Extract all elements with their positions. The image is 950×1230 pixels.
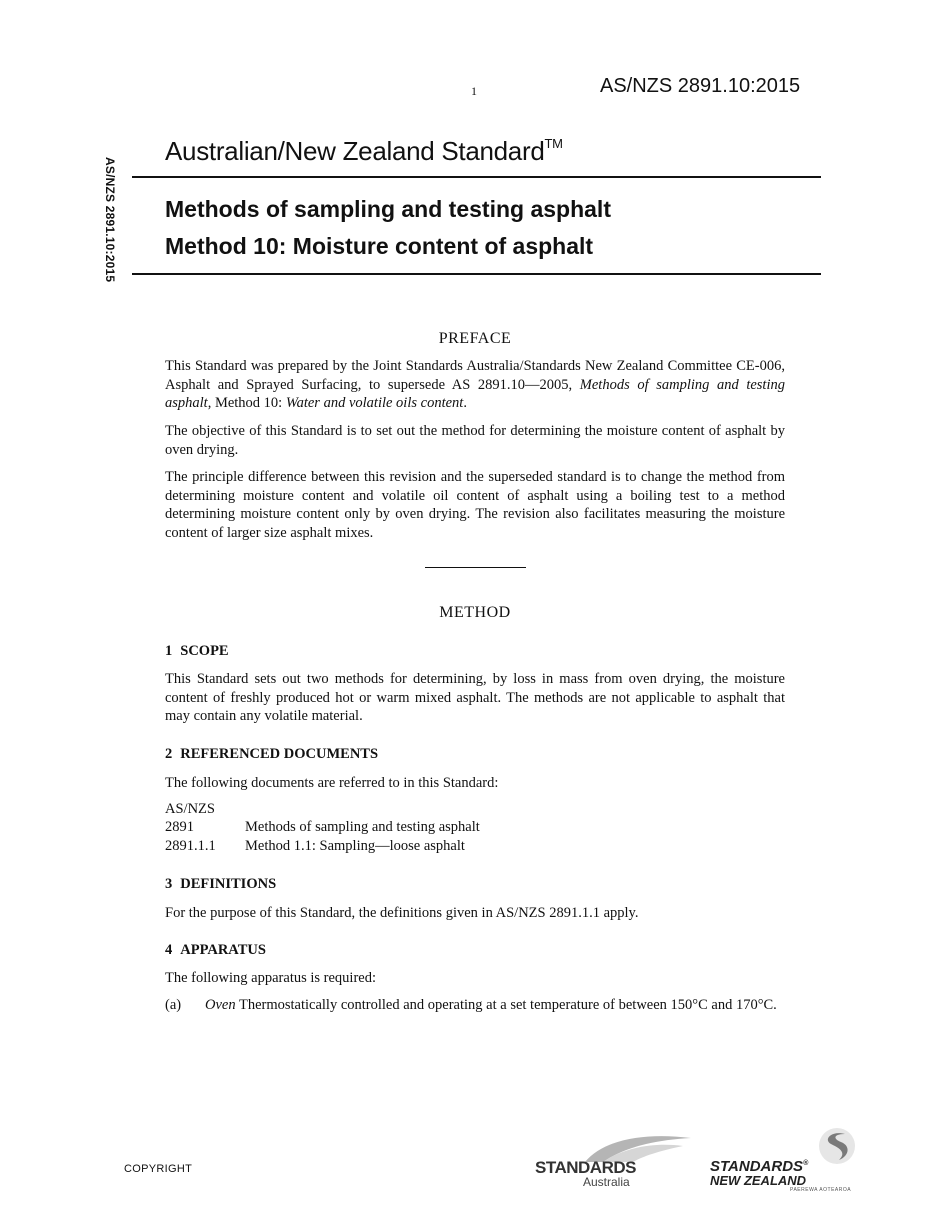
- logo-nz-main-text: STANDARDS: [710, 1158, 804, 1175]
- standards-nz-logo: [710, 1126, 870, 1196]
- item-label: (a): [165, 997, 182, 1013]
- standards-australia-logo: [533, 1130, 693, 1190]
- side-document-code: AS/NZS 2891.10:2015: [103, 157, 117, 283]
- registered-mark: ®: [803, 1160, 809, 1167]
- reference-number: 2891.1.1: [165, 838, 216, 854]
- section-divider: [425, 567, 526, 568]
- section-3-heading: [165, 876, 276, 893]
- method-title: Method 10: Moisture content of asphalt: [165, 233, 594, 259]
- section-3-number: 3: [165, 876, 173, 892]
- preface-p1-italic-title: Methods of sampling and testing asphalt: [165, 376, 785, 411]
- reference-number: 2891: [165, 819, 194, 835]
- references-group-label: AS/NZS: [165, 801, 215, 817]
- apparatus-intro: The following apparatus is required:: [165, 970, 376, 986]
- section-2-heading: [165, 746, 378, 763]
- section-4-number: 4: [165, 942, 173, 958]
- preface-p1-italic-subtitle: Water and volatile oils content: [285, 395, 464, 411]
- title-rule-bottom: [132, 273, 821, 275]
- preface-heading: PREFACE: [438, 330, 512, 347]
- logo-au-subtitle: Australia: [583, 1175, 630, 1189]
- title-rule-top: [132, 176, 821, 178]
- item-description: Thermostatically controlled and operating at a set temperature of between 150°C and 170°C.: [235, 997, 777, 1013]
- preface-paragraph-2: The objective of this Standard is to set out the method for determining the moisture content of asphalt by oven drying.: [165, 423, 785, 458]
- preface-paragraph-1: [165, 357, 785, 413]
- references-intro: The following documents are referred to in this Standard:: [165, 775, 499, 791]
- logo-nz-maori-text: PAEREWA AOTEAROA: [790, 1187, 852, 1193]
- preface-p1-text: This Standard was prepared by the Joint Standards Australia/Standards New Zealand Committee CE-006, Asphalt and Sprayed Surfacing, to supersede AS 2891.10—2005,: [165, 358, 785, 393]
- logo-nz-subtitle: NEW ZEALAND: [710, 1173, 807, 1188]
- logo-au-wordmark: STANDARDS: [535, 1158, 636, 1177]
- definitions-paragraph: For the purpose of this Standard, the definitions given in AS/NZS 2891.1.1 apply.: [165, 905, 639, 921]
- section-1-heading: [165, 643, 229, 660]
- item-text: [205, 996, 785, 1015]
- copyright-notice: COPYRIGHT: [124, 1163, 193, 1175]
- preface-p1-method: , Method 10:: [207, 395, 286, 411]
- standard-title: [165, 136, 563, 167]
- preface-paragraph-3: The principle difference between this revision and the superseded standard is to change the method from determining moisture content and volatile oil content of asphalt using a boiling test to a method determining moisture content only by oven drying. The revision also facilitates measuring the moisture content of larger size asphalt mixes.: [165, 469, 785, 541]
- reference-title: Method 1.1: Sampling—loose asphalt: [245, 838, 465, 854]
- item-name: Oven: [205, 997, 236, 1013]
- section-4-heading: [165, 942, 266, 959]
- reference-title: Methods of sampling and testing asphalt: [245, 819, 480, 835]
- reference-item: [165, 838, 465, 855]
- apparatus-item-a: [165, 996, 785, 1015]
- nz-emblem-icon: [817, 1126, 857, 1166]
- page-number: 1: [471, 84, 477, 98]
- preface-p1-end: .: [463, 395, 467, 411]
- trademark: TM: [544, 136, 563, 152]
- scope-paragraph: This Standard sets out two methods for determining, by loss in mass from oven drying, the moisture content of freshly produced hot or warm mixed asphalt. The methods are not applicable to asphalt that may contain any volatile material.: [165, 671, 785, 724]
- reference-item: [165, 819, 480, 836]
- main-title: Methods of sampling and testing asphalt: [165, 196, 611, 222]
- section-1-title: SCOPE: [180, 643, 229, 659]
- section-2-title: REFERENCED DOCUMENTS: [180, 746, 379, 762]
- document-code: AS/NZS 2891.10:2015: [600, 75, 801, 97]
- section-2-number: 2: [165, 746, 173, 762]
- section-4-title: APPARATUS: [180, 942, 266, 958]
- method-heading: METHOD: [439, 604, 511, 621]
- standard-title-text: Australian/New Zealand Standard: [165, 136, 545, 166]
- section-1-number: 1: [165, 643, 173, 659]
- section-3-title: DEFINITIONS: [180, 876, 277, 892]
